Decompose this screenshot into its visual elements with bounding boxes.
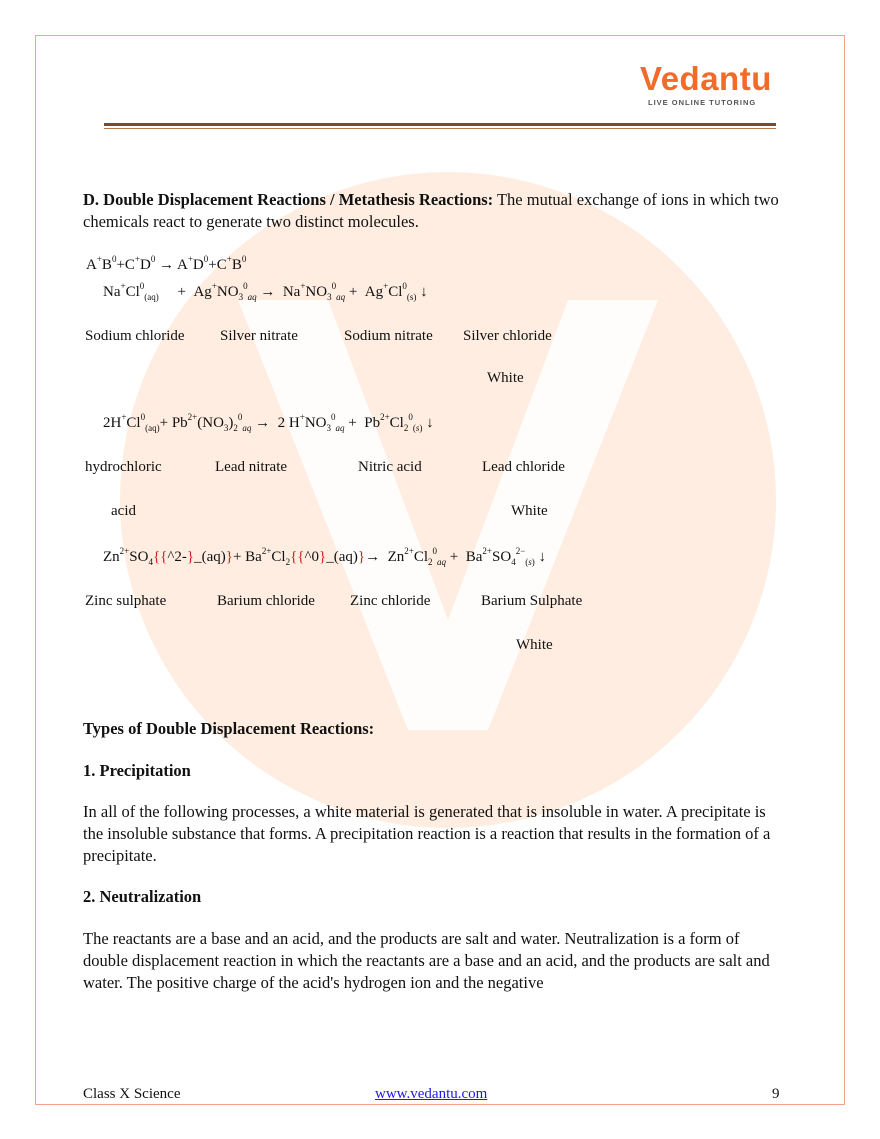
eq3-label-product-2: Barium Sulphate xyxy=(481,593,583,609)
types-heading: Types of Double Displacement Reactions: xyxy=(83,719,375,738)
footer-page-number: 9 xyxy=(772,1086,780,1102)
eq1-label-product-2: Silver chloride xyxy=(463,328,552,344)
eq1-label-reactant-1: Sodium chloride xyxy=(85,328,185,344)
eq2-label-reactant-1: hydrochloric xyxy=(85,459,162,475)
eq2-label-product-2: Lead chloride xyxy=(482,459,565,475)
equation-3: $Zn^{2+}SO_4\{\{\^{}2-\}\_(aq)\}+$ $Ba^{2+}Cl_2\{\{\^{}0\}\_(aq)\}\to Zn^{2+}Cl_2^0_{aq} + Ba^{2+}SO_4^{2-}_{(s)}$ ↓ xyxy=(103,546,547,567)
equation-1: $Na^+Cl^0_{(aq)}$ + $Ag^+NO_3^0_{aq} \to Na^+NO_3^0_{aq} + Ag^+Cl^0_{(s)}$ ↓ xyxy=(103,281,428,302)
footer-website-link[interactable]: www.vedantu.com xyxy=(375,1086,488,1102)
eq3-label-reactant-2: Barium chloride xyxy=(217,593,315,609)
eq2-label-product-1: Nitric acid xyxy=(358,459,422,475)
section-d-heading: D. Double Displacement Reactions / Metathesis Reactions: xyxy=(83,190,494,209)
eq2-label-color: White xyxy=(511,503,548,519)
eq3-label-product-1: Zinc chloride xyxy=(350,593,431,609)
neutralization-text: The reactants are a base and an acid, and the products are salt and water. Neutralization is a form of double displacement reaction in which the reactants are a base and an acid, and the products are salt and water. The positive charge of the acid's hydrogen ion and the negative xyxy=(83,929,770,992)
footer-subject: Class X Science xyxy=(83,1086,181,1102)
section-d-text: The mutual exchange of ions in which two chemicals react to generate two distinct molecules. xyxy=(83,190,779,231)
generic-equation: $A^+B^0+C^+D^0 \to A^+D^0+C^+B^0$ xyxy=(86,254,247,273)
equation-2: $2H^+Cl^0_{(aq)}+ Pb^{2+}(NO_3)_2^0_{aq} \to 2$ $H^+NO_3^0_{aq} + Pb^{2+}Cl_2^0_{(s)}$ ↓ xyxy=(103,412,434,433)
header-rule-thin xyxy=(104,128,776,129)
eq2-label-reactant-1-cont: acid xyxy=(111,503,136,519)
neutralization-heading: 2. Neutralization xyxy=(83,887,202,906)
eq1-label-reactant-2: Silver nitrate xyxy=(220,328,298,344)
precipitation-text: In all of the following processes, a white material is generated that is insoluble in water. A precipitate is the insoluble substance that forms. A precipitation reaction is a reaction that results in the formation of a precipitate. xyxy=(83,802,771,865)
precipitation-heading: 1. Precipitation xyxy=(83,761,191,780)
logo-tagline: LIVE ONLINE TUTORING xyxy=(648,98,757,107)
eq3-label-reactant-1: Zinc sulphate xyxy=(85,593,167,609)
header-rule xyxy=(104,123,776,126)
vedantu-logo xyxy=(640,60,790,110)
eq3-label-color: White xyxy=(516,637,553,653)
eq1-label-product-1: Sodium nitrate xyxy=(344,328,433,344)
section-d-paragraph xyxy=(83,189,783,233)
eq1-label-color: White xyxy=(487,370,524,386)
logo-word: Vedantu xyxy=(640,60,772,97)
eq2-label-reactant-2: Lead nitrate xyxy=(215,459,288,475)
